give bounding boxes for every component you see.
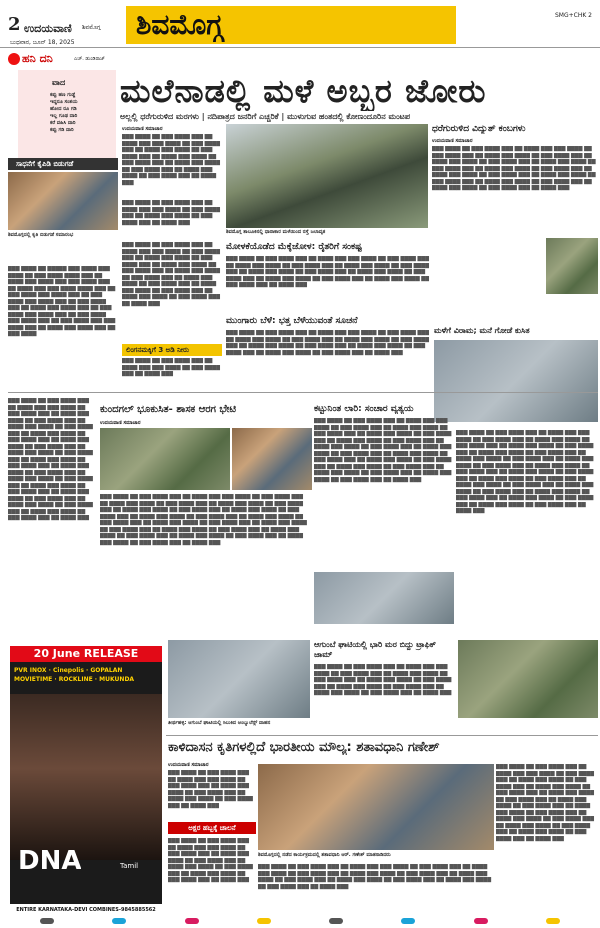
- crop-mark: [329, 918, 343, 924]
- poem-lines: [50, 92, 110, 134]
- lead-subhead: ಅಲ್ಲಲ್ಲಿ ಧರೆಗುರುಳಿದ ಮರಗಳು | ನದಿಪಾತ್ರದ ಜನರಿಗೆ ಎಚ್ಚರಿಕೆ | ಮುಳುಗುವ ಹಂತದಲ್ಲಿ ಕೋಣಂದೂರಿನ ಮಂಟಪ: [120, 112, 411, 121]
- movie-title: DNA: [18, 846, 82, 876]
- brand-label: PVR INOX: [14, 667, 47, 674]
- lead-photo-caption: ಶಿವಮೊಗ್ಗ ತಾಲೂಕಿನಲ್ಲಿ ಧಾರಾಕಾರ ಮಳೆಯಿಂದ ರಸ್ತೆ ಜಲಾವೃತ: [226, 229, 326, 235]
- brand-label: GOPALAN: [90, 667, 123, 674]
- story-title-rest: ಮಳೆಗೆ ವಿರಾಮ; ಮನೆ ಗೋಡೆ ಕುಸಿತ: [434, 326, 530, 335]
- story-heading: ಸಾಧನೆಗೆ ಕೈಪಿಡಿ ಬಿಡುಗಡೆ: [8, 158, 118, 170]
- crop-mark: [474, 918, 488, 924]
- story-title-fog: ಮೋಳಕೆಯೊಡೆದ ಮೆಕ್ಕೆಜೋಳ: ರೈತರಿಗೆ ಸಂಕಷ್ಟ: [226, 242, 362, 252]
- movie-language: Tamil: [120, 862, 139, 870]
- poem-line: ಕಪ್ಪು ಗಡಿ ದಾರಿ: [50, 127, 74, 133]
- crop-mark: [112, 918, 126, 924]
- right-story-body: ▇▇▇ ▇▇▇▇ ▇▇ ▇▇▇ ▇▇▇▇ ▇▇▇ ▇▇ ▇▇▇▇ ▇▇▇ ▇▇▇ ▇▇▇▇ ▇▇ ▇▇▇ ▇▇▇▇ ▇▇▇ ▇▇ ▇▇▇▇ ▇▇▇ ▇▇▇▇ ▇▇ ▇▇▇ ▇▇▇▇ ▇▇▇ ▇▇ ▇▇▇▇ ▇▇▇ ▇▇▇▇ ▇▇ ▇▇▇ ▇▇▇▇ ▇▇▇ ▇▇ ▇▇▇▇ ▇▇▇ ▇▇▇▇ ▇▇ ▇▇▇ ▇▇▇▇ ▇▇▇ ▇▇ ▇▇▇▇ ▇▇▇ ▇▇▇▇ ▇▇ ▇▇▇ ▇▇▇▇ ▇▇▇ ▇▇ ▇▇▇▇ ▇▇▇ ▇▇▇▇ ▇▇ ▇▇▇ ▇▇▇▇ ▇▇▇ ▇▇ ▇▇▇▇ ▇▇▇ ▇▇▇▇ ▇▇ ▇▇▇ ▇▇▇▇ ▇▇▇ ▇▇ ▇▇▇▇ ▇▇▇ ▇▇▇▇ ▇▇ ▇▇▇ ▇▇▇▇ ▇▇▇ ▇▇ ▇▇▇▇ ▇▇▇ ▇▇▇▇ ▇▇ ▇▇▇ ▇▇▇▇ ▇▇▇ ▇▇ ▇▇▇▇ ▇▇▇: [432, 146, 596, 191]
- dam-heading: ಲಿಂಗನಮಕ್ಕಿಗೆ 3 ಅಡಿ ನೀರು: [122, 344, 222, 356]
- crop-mark: [546, 918, 560, 924]
- poem-line: ಇದ್ದರೂ ಸಂಶಯ: [50, 99, 78, 105]
- issue-date: ಬುಧವಾರ, ಜೂನ್ 18, 2025: [10, 39, 75, 46]
- story-title-kundal: ಕುಂದಗಲ್ ಭೂಕುಸಿತ- ಶಾಸಕ ಆರಗ ಭೇಟಿ: [100, 404, 237, 415]
- byline: ಉದಯವಾಣಿ ಸಮಾಚಾರ: [432, 138, 473, 144]
- story-body: ▇▇▇ ▇▇▇▇ ▇▇ ▇▇▇ ▇▇▇▇ ▇▇▇ ▇▇ ▇▇▇▇ ▇▇▇ ▇▇▇ ▇▇▇▇ ▇▇ ▇▇▇ ▇▇▇▇ ▇▇▇ ▇▇ ▇▇▇▇ ▇▇▇ ▇▇▇▇ ▇▇ ▇▇▇ ▇▇▇▇ ▇▇▇ ▇▇ ▇▇▇▇ ▇▇▇ ▇▇▇▇ ▇▇ ▇▇▇ ▇▇▇▇ ▇▇▇ ▇▇ ▇▇▇▇ ▇▇▇ ▇▇▇▇ ▇▇ ▇▇▇ ▇▇▇▇ ▇▇▇ ▇▇ ▇▇▇▇ ▇▇▇ ▇▇▇▇ ▇▇ ▇▇▇ ▇▇▇▇ ▇▇▇ ▇▇ ▇▇▇▇ ▇▇▇ ▇▇▇▇ ▇▇ ▇▇▇ ▇▇▇▇ ▇▇▇ ▇▇ ▇▇▇▇ ▇▇▇ ▇▇▇▇ ▇▇ ▇▇▇ ▇▇▇▇ ▇▇▇ ▇▇ ▇▇▇▇ ▇▇▇ ▇▇▇▇ ▇▇ ▇▇▇ ▇▇▇▇ ▇▇▇ ▇▇ ▇▇▇▇ ▇▇▇ ▇▇▇▇ ▇▇ ▇▇▇ ▇▇▇▇ ▇▇▇ ▇▇ ▇▇▇▇ ▇▇▇ ▇▇▇▇ ▇▇ ▇▇▇ ▇▇▇▇ ▇▇▇ ▇▇ ▇▇▇▇ ▇▇▇ ▇▇▇▇ ▇▇ ▇▇▇ ▇▇▇▇ ▇▇▇ ▇▇ ▇▇▇▇ ▇▇▇: [314, 418, 452, 483]
- kundal-photo-2: [232, 428, 312, 490]
- story-body: ▇▇▇ ▇▇▇▇ ▇▇ ▇▇▇▇▇ ▇▇▇ ▇▇▇▇ ▇▇▇ ▇▇▇▇ ▇▇ ▇▇▇ ▇▇▇▇ ▇▇▇▇ ▇▇▇ ▇▇ ▇▇▇▇ ▇▇▇ ▇▇▇▇ ▇▇▇ ▇▇▇ ▇▇▇▇ ▇▇▇ ▇▇ ▇▇▇▇ ▇▇▇ ▇▇▇ ▇▇▇▇ ▇▇▇▇ ▇▇▇ ▇▇ ▇▇▇ ▇▇▇▇ ▇▇▇ ▇▇▇▇ ▇▇▇ ▇▇ ▇▇▇ ▇▇▇▇ ▇▇▇ ▇▇▇▇ ▇▇▇ ▇▇ ▇▇▇ ▇▇▇▇ ▇▇▇ ▇▇ ▇▇▇▇ ▇▇▇ ▇▇▇▇ ▇▇▇ ▇▇ ▇▇▇ ▇▇▇▇ ▇▇▇ ▇▇▇▇ ▇▇▇ ▇▇ ▇▇▇ ▇▇▇▇ ▇▇▇ ▇▇▇▇ ▇▇▇ ▇▇ ▇▇▇ ▇▇▇▇ ▇▇▇ ▇▇▇ ▇▇▇▇ ▇▇▇ ▇▇ ▇▇▇▇ ▇▇▇ ▇▇▇▇ ▇▇▇ ▇▇ ▇▇▇ ▇▇▇▇: [8, 266, 116, 337]
- story-body: ▇▇▇ ▇▇▇▇ ▇▇ ▇▇▇ ▇▇▇▇ ▇▇▇ ▇▇ ▇▇▇▇ ▇▇▇ ▇▇▇ ▇▇▇▇ ▇▇ ▇▇▇ ▇▇▇▇ ▇▇▇ ▇▇ ▇▇▇▇ ▇▇▇ ▇▇▇▇ ▇▇ ▇▇▇ ▇▇▇▇ ▇▇▇ ▇▇ ▇▇▇▇ ▇▇▇ ▇▇▇▇ ▇▇ ▇▇▇ ▇▇▇▇ ▇▇▇ ▇▇ ▇▇▇▇ ▇▇▇ ▇▇▇▇ ▇▇ ▇▇▇ ▇▇▇▇ ▇▇▇ ▇▇ ▇▇▇▇ ▇▇▇ ▇▇▇▇ ▇▇ ▇▇▇ ▇▇▇▇ ▇▇▇ ▇▇ ▇▇▇▇ ▇▇▇ ▇▇▇▇ ▇▇ ▇▇▇ ▇▇▇▇ ▇▇▇ ▇▇ ▇▇▇▇ ▇▇▇: [258, 864, 492, 890]
- kundal-photo: [100, 428, 230, 490]
- crop-mark: [401, 918, 415, 924]
- city-banner: ಶಿವಮೊಗ್ಗ: [126, 6, 456, 44]
- column-name: ಹನಿ ದನಿ: [22, 52, 53, 65]
- poster-image: [10, 694, 162, 860]
- story-body: ▇▇▇ ▇▇▇▇ ▇▇ ▇▇▇ ▇▇▇▇ ▇▇▇ ▇▇ ▇▇▇▇ ▇▇▇ ▇▇▇ ▇▇▇▇ ▇▇ ▇▇▇ ▇▇▇▇ ▇▇▇ ▇▇ ▇▇▇▇ ▇▇▇ ▇▇▇▇ ▇▇ ▇▇▇ ▇▇▇▇ ▇▇▇ ▇▇ ▇▇▇▇ ▇▇▇ ▇▇▇▇ ▇▇ ▇▇▇ ▇▇▇▇ ▇▇▇ ▇▇ ▇▇▇▇ ▇▇▇ ▇▇▇▇ ▇▇ ▇▇▇ ▇▇▇▇ ▇▇▇ ▇▇ ▇▇▇▇ ▇▇▇ ▇▇▇▇ ▇▇ ▇▇▇ ▇▇▇▇ ▇▇▇ ▇▇ ▇▇▇▇ ▇▇▇ ▇▇▇▇ ▇▇ ▇▇▇ ▇▇▇▇ ▇▇▇ ▇▇ ▇▇▇▇ ▇▇▇ ▇▇▇▇ ▇▇ ▇▇▇ ▇▇▇▇ ▇▇▇ ▇▇ ▇▇▇▇ ▇▇▇ ▇▇▇▇ ▇▇ ▇▇▇ ▇▇▇▇ ▇▇▇ ▇▇ ▇▇▇▇ ▇▇▇ ▇▇▇▇ ▇▇ ▇▇▇ ▇▇▇▇ ▇▇▇ ▇▇ ▇▇▇▇ ▇▇▇: [496, 764, 594, 842]
- poem-line: ಕಪ್ಪು ಹಣ ಗುಡ್ಡೆ: [50, 92, 76, 98]
- divider: [8, 392, 598, 393]
- paper-subtitle: ಶಿವಮೊಗ್ಗ: [82, 24, 101, 31]
- column-header: [8, 52, 116, 66]
- brand-label: Cinepolis: [53, 667, 84, 674]
- lead-body-2: ▇▇▇ ▇▇▇▇ ▇▇ ▇▇▇ ▇▇▇▇ ▇▇▇ ▇▇ ▇▇▇▇ ▇▇▇ ▇▇▇ ▇▇▇▇ ▇▇ ▇▇▇ ▇▇▇▇ ▇▇▇ ▇▇ ▇▇▇▇ ▇▇▇ ▇▇▇▇ ▇▇ ▇▇▇ ▇▇▇▇ ▇▇▇ ▇▇ ▇▇▇▇ ▇▇▇: [122, 200, 220, 226]
- lead-photo: [226, 124, 428, 228]
- poem-box: [18, 70, 116, 158]
- story-body: ▇▇▇ ▇▇▇▇ ▇▇ ▇▇▇ ▇▇▇▇ ▇▇▇ ▇▇ ▇▇▇▇ ▇▇▇ ▇▇▇ ▇▇▇▇ ▇▇ ▇▇▇ ▇▇▇▇ ▇▇▇ ▇▇ ▇▇▇▇ ▇▇▇ ▇▇▇▇ ▇▇ ▇▇▇ ▇▇▇▇ ▇▇▇ ▇▇ ▇▇▇▇ ▇▇▇ ▇▇▇▇ ▇▇ ▇▇▇ ▇▇▇▇ ▇▇▇ ▇▇ ▇▇▇▇ ▇▇▇ ▇▇▇▇ ▇▇ ▇▇▇ ▇▇▇▇ ▇▇▇ ▇▇ ▇▇▇▇ ▇▇▇ ▇▇▇▇ ▇▇ ▇▇▇ ▇▇▇▇ ▇▇▇ ▇▇ ▇▇▇▇ ▇▇▇ ▇▇▇▇ ▇▇ ▇▇▇ ▇▇▇▇ ▇▇▇ ▇▇ ▇▇▇▇ ▇▇▇ ▇▇▇▇ ▇▇ ▇▇▇ ▇▇▇▇ ▇▇▇ ▇▇ ▇▇▇▇ ▇▇▇ ▇▇▇▇ ▇▇ ▇▇▇ ▇▇▇▇ ▇▇▇ ▇▇ ▇▇▇▇ ▇▇▇ ▇▇▇▇ ▇▇ ▇▇▇ ▇▇▇▇ ▇▇▇ ▇▇ ▇▇▇▇ ▇▇▇ ▇▇▇▇ ▇▇ ▇▇▇ ▇▇▇▇ ▇▇▇ ▇▇ ▇▇▇▇ ▇▇▇ ▇▇▇▇ ▇▇ ▇▇▇ ▇▇▇▇ ▇▇▇ ▇▇ ▇▇▇▇ ▇▇▇ ▇▇▇▇ ▇▇ ▇▇▇ ▇▇▇▇ ▇▇▇ ▇▇ ▇▇▇▇ ▇▇▇ ▇▇▇▇ ▇▇ ▇▇▇ ▇▇▇▇ ▇▇▇ ▇▇ ▇▇▇▇ ▇▇▇: [100, 494, 307, 546]
- right-story-title: ಧರೆಗುರುಳಿದ ವಿದ್ಯುತ್ ಕಂಬಗಳು: [432, 124, 526, 134]
- ambulance-caption: ತೀರ್ಥಹಳ್ಳಿ: ಆಗುಂಬೆ ಘಾಟಿಯಲ್ಲಿ ಸಿಲುಕಿದ ಆಂಬ್ಯುಲೆನ್ಸ್ ವಾಹನ: [168, 720, 271, 726]
- honey-drop-icon: [8, 53, 20, 65]
- byline: ಉದಯವಾಣಿ ಸಮಾಚಾರ: [122, 126, 163, 132]
- brand-label: MUKUNDA: [99, 676, 135, 683]
- story-body: ▇▇▇ ▇▇▇▇ ▇▇ ▇▇▇ ▇▇▇▇ ▇▇▇ ▇▇ ▇▇▇▇ ▇▇▇ ▇▇▇ ▇▇▇▇ ▇▇ ▇▇▇ ▇▇▇▇ ▇▇▇ ▇▇ ▇▇▇▇ ▇▇▇ ▇▇▇▇ ▇▇ ▇▇▇ ▇▇▇▇ ▇▇▇ ▇▇ ▇▇▇▇ ▇▇▇ ▇▇▇▇ ▇▇ ▇▇▇ ▇▇▇▇ ▇▇▇ ▇▇ ▇▇▇▇ ▇▇▇ ▇▇▇▇ ▇▇ ▇▇▇ ▇▇▇▇ ▇▇▇ ▇▇ ▇▇▇▇ ▇▇▇ ▇▇▇▇ ▇▇ ▇▇▇ ▇▇▇▇ ▇▇▇ ▇▇ ▇▇▇▇ ▇▇▇ ▇▇▇▇ ▇▇ ▇▇▇ ▇▇▇▇ ▇▇▇ ▇▇ ▇▇▇▇ ▇▇▇ ▇▇▇▇ ▇▇ ▇▇▇ ▇▇▇▇ ▇▇▇ ▇▇ ▇▇▇▇ ▇▇▇: [226, 256, 429, 288]
- byline: ಉದಯವಾಣಿ ಸಮಾಚಾರ: [100, 420, 141, 426]
- akshara-heading: ಅಕ್ಷರ ಹಬ್ಬಕ್ಕೆ ಚಾಲನೆ: [168, 822, 256, 834]
- column-box: [8, 52, 116, 248]
- event-caption: ಶಿವಮೊಗ್ಗದಲ್ಲಿ ನಡೆದ ಕಾರ್ಯಕ್ರಮದಲ್ಲಿ ಶತಾವಧಾನಿ ಆರ್. ಗಣೇಶ್ ಮಾತನಾಡಿದರು: [258, 852, 391, 858]
- lead-body: ▇▇▇ ▇▇▇▇ ▇▇ ▇▇▇ ▇▇▇▇ ▇▇▇ ▇▇ ▇▇▇▇ ▇▇▇ ▇▇▇ ▇▇▇▇ ▇▇ ▇▇▇ ▇▇▇▇ ▇▇▇ ▇▇ ▇▇▇▇ ▇▇▇ ▇▇▇▇ ▇▇ ▇▇▇ ▇▇▇▇ ▇▇▇ ▇▇ ▇▇▇▇ ▇▇▇ ▇▇▇▇ ▇▇ ▇▇▇ ▇▇▇▇ ▇▇▇ ▇▇ ▇▇▇▇ ▇▇▇ ▇▇▇▇ ▇▇ ▇▇▇ ▇▇▇▇ ▇▇▇ ▇▇ ▇▇▇▇ ▇▇▇ ▇▇▇▇ ▇▇ ▇▇▇ ▇▇▇▇ ▇▇▇ ▇▇ ▇▇▇▇ ▇▇▇: [122, 134, 220, 186]
- ad-footer: ENTIRE KARNATAKA-DEVI COMBINES-9845885562: [10, 904, 162, 916]
- rest-photo: [434, 340, 598, 422]
- movie-ad: [10, 646, 162, 916]
- brief-column: ▇▇▇ ▇▇▇▇ ▇▇ ▇▇▇ ▇▇▇▇ ▇▇▇ ▇▇ ▇▇▇▇ ▇▇▇ ▇▇▇ ▇▇▇▇ ▇▇ ▇▇▇ ▇▇▇▇ ▇▇▇ ▇▇ ▇▇▇▇ ▇▇▇ ▇▇▇▇ ▇▇ ▇▇▇ ▇▇▇▇ ▇▇▇ ▇▇ ▇▇▇▇ ▇▇▇ ▇▇▇▇ ▇▇ ▇▇▇ ▇▇▇▇ ▇▇▇ ▇▇ ▇▇▇▇ ▇▇▇ ▇▇▇▇ ▇▇ ▇▇▇ ▇▇▇▇ ▇▇▇ ▇▇ ▇▇▇▇ ▇▇▇ ▇▇▇▇ ▇▇ ▇▇▇ ▇▇▇▇ ▇▇▇ ▇▇ ▇▇▇▇ ▇▇▇ ▇▇▇▇ ▇▇ ▇▇▇ ▇▇▇▇ ▇▇▇ ▇▇ ▇▇▇▇ ▇▇▇ ▇▇▇▇ ▇▇ ▇▇▇ ▇▇▇▇ ▇▇▇ ▇▇ ▇▇▇▇ ▇▇▇ ▇▇▇▇ ▇▇ ▇▇▇ ▇▇▇▇ ▇▇▇ ▇▇ ▇▇▇▇ ▇▇▇ ▇▇▇▇ ▇▇ ▇▇▇ ▇▇▇▇ ▇▇▇ ▇▇ ▇▇▇▇ ▇▇▇ ▇▇▇▇ ▇▇ ▇▇▇ ▇▇▇▇ ▇▇▇ ▇▇ ▇▇▇▇ ▇▇▇ ▇▇▇▇ ▇▇ ▇▇▇ ▇▇▇▇ ▇▇▇ ▇▇ ▇▇▇▇ ▇▇▇ ▇▇▇▇ ▇▇ ▇▇▇ ▇▇▇▇ ▇▇▇ ▇▇ ▇▇▇▇ ▇▇▇ ▇▇▇▇ ▇▇ ▇▇▇ ▇▇▇▇ ▇▇▇ ▇▇ ▇▇▇▇ ▇▇▇: [8, 398, 93, 521]
- right-photo: [546, 238, 598, 294]
- ad-brands: PVR INOX · Cinepolis · GOPALAN MOVIETIME · ROCKLINE · MUKUNDA: [14, 667, 135, 683]
- poem-title: ವಾದ: [52, 78, 66, 87]
- edition-tag: SMG+CHK 2: [554, 12, 592, 19]
- event-photo: [8, 172, 118, 230]
- lead-body-3: ▇▇▇ ▇▇▇▇ ▇▇ ▇▇▇ ▇▇▇▇ ▇▇▇ ▇▇ ▇▇▇▇ ▇▇▇ ▇▇▇ ▇▇▇▇ ▇▇ ▇▇▇ ▇▇▇▇ ▇▇▇ ▇▇ ▇▇▇▇ ▇▇▇ ▇▇▇▇ ▇▇ ▇▇▇ ▇▇▇▇ ▇▇▇ ▇▇ ▇▇▇▇ ▇▇▇ ▇▇▇▇ ▇▇ ▇▇▇ ▇▇▇▇ ▇▇▇ ▇▇ ▇▇▇▇ ▇▇▇ ▇▇▇▇ ▇▇ ▇▇▇ ▇▇▇▇ ▇▇▇ ▇▇ ▇▇▇▇ ▇▇▇ ▇▇▇▇ ▇▇ ▇▇▇ ▇▇▇▇ ▇▇▇ ▇▇ ▇▇▇▇ ▇▇▇ ▇▇▇▇ ▇▇ ▇▇▇ ▇▇▇▇ ▇▇▇ ▇▇ ▇▇▇▇ ▇▇▇ ▇▇▇▇ ▇▇ ▇▇▇ ▇▇▇▇ ▇▇▇ ▇▇ ▇▇▇▇ ▇▇▇: [122, 242, 220, 307]
- page-number: 2: [8, 14, 21, 35]
- crop-marks: [40, 918, 560, 926]
- event-photo: [258, 764, 494, 850]
- poem-line: ಹೋದ ರೂ ಗಡಿ: [50, 106, 77, 112]
- fallen-tree-photo: [458, 640, 598, 718]
- dam-body: ▇▇▇ ▇▇▇▇ ▇▇ ▇▇▇ ▇▇▇▇ ▇▇▇ ▇▇ ▇▇▇▇ ▇▇▇ ▇▇▇ ▇▇▇▇ ▇▇ ▇▇▇ ▇▇▇▇ ▇▇▇ ▇▇ ▇▇▇▇ ▇▇▇: [122, 358, 220, 377]
- story-body: ▇▇▇ ▇▇▇▇ ▇▇ ▇▇▇ ▇▇▇▇ ▇▇▇ ▇▇ ▇▇▇▇ ▇▇▇ ▇▇▇ ▇▇▇▇ ▇▇ ▇▇▇ ▇▇▇▇ ▇▇▇ ▇▇ ▇▇▇▇ ▇▇▇ ▇▇▇▇ ▇▇ ▇▇▇ ▇▇▇▇ ▇▇▇ ▇▇ ▇▇▇▇ ▇▇▇ ▇▇▇▇ ▇▇ ▇▇▇ ▇▇▇▇ ▇▇▇ ▇▇ ▇▇▇▇ ▇▇▇: [168, 770, 253, 809]
- poem-line: ಕರೆ ವಹಿಸಿ ದಾರಿ: [50, 120, 76, 126]
- byline: ಉದಯವಾಣಿ ಸಮಾಚಾರ: [168, 762, 209, 768]
- story-body: ▇▇▇ ▇▇▇▇ ▇▇ ▇▇▇ ▇▇▇▇ ▇▇▇ ▇▇ ▇▇▇▇ ▇▇▇ ▇▇▇ ▇▇▇▇ ▇▇ ▇▇▇ ▇▇▇▇ ▇▇▇ ▇▇ ▇▇▇▇ ▇▇▇ ▇▇▇▇ ▇▇ ▇▇▇ ▇▇▇▇ ▇▇▇ ▇▇ ▇▇▇▇ ▇▇▇ ▇▇▇▇ ▇▇ ▇▇▇ ▇▇▇▇ ▇▇▇ ▇▇ ▇▇▇▇ ▇▇▇ ▇▇▇▇ ▇▇ ▇▇▇ ▇▇▇▇ ▇▇▇ ▇▇ ▇▇▇▇ ▇▇▇ ▇▇▇▇ ▇▇ ▇▇▇ ▇▇▇▇ ▇▇▇ ▇▇ ▇▇▇▇ ▇▇▇ ▇▇▇▇ ▇▇ ▇▇▇ ▇▇▇▇ ▇▇▇ ▇▇ ▇▇▇▇ ▇▇▇ ▇▇▇▇ ▇▇ ▇▇▇ ▇▇▇▇ ▇▇▇ ▇▇ ▇▇▇▇ ▇▇▇ ▇▇▇▇ ▇▇ ▇▇▇ ▇▇▇▇ ▇▇▇ ▇▇ ▇▇▇▇ ▇▇▇ ▇▇▇▇ ▇▇ ▇▇▇ ▇▇▇▇ ▇▇▇ ▇▇ ▇▇▇▇ ▇▇▇ ▇▇▇▇ ▇▇ ▇▇▇ ▇▇▇▇ ▇▇▇ ▇▇ ▇▇▇▇ ▇▇▇ ▇▇▇▇ ▇▇ ▇▇▇ ▇▇▇▇ ▇▇▇ ▇▇ ▇▇▇▇ ▇▇▇ ▇▇▇▇ ▇▇ ▇▇▇ ▇▇▇▇ ▇▇▇ ▇▇ ▇▇▇▇ ▇▇▇ ▇▇▇▇ ▇▇ ▇▇▇ ▇▇▇▇ ▇▇▇ ▇▇ ▇▇▇▇ ▇▇▇ ▇▇▇▇ ▇▇ ▇▇▇ ▇▇▇▇ ▇▇▇ ▇▇ ▇▇▇▇ ▇▇▇: [456, 430, 594, 514]
- story-title-agumbe: ಆಗುಂಬೆ ಘಾಟಿಯಲ್ಲಿ ಭಾರಿ ಮರ ಬಿದ್ದು ಟ್ರಾಫಿಕ್ ಜಾಮ್: [314, 640, 436, 659]
- photo-caption: ಶಿವಮೊಗ್ಗದಲ್ಲಿ ಕೃತಿ ಬಿಡುಗಡೆ ಸಮಾರಂಭ: [8, 232, 74, 238]
- divider: [166, 735, 598, 736]
- brand-label: MOVIETIME: [14, 676, 53, 683]
- lorry-photo: [314, 572, 454, 624]
- poem-line: ಇಲ್ಲ ಗೂಢ ದಾರಿ: [50, 113, 78, 119]
- story-title-tree: ಕಟ್ಟುನಿಂತ ಲಾರಿ: ಸಂಚಾರ ವ್ಯತ್ಯಯ: [314, 404, 414, 414]
- story-body: ▇▇▇ ▇▇▇▇ ▇▇ ▇▇▇ ▇▇▇▇ ▇▇▇ ▇▇ ▇▇▇▇ ▇▇▇ ▇▇▇ ▇▇▇▇ ▇▇ ▇▇▇ ▇▇▇▇ ▇▇▇ ▇▇ ▇▇▇▇ ▇▇▇ ▇▇▇▇ ▇▇ ▇▇▇ ▇▇▇▇ ▇▇▇ ▇▇ ▇▇▇▇ ▇▇▇ ▇▇▇▇ ▇▇ ▇▇▇ ▇▇▇▇ ▇▇▇ ▇▇ ▇▇▇▇ ▇▇▇ ▇▇▇▇ ▇▇ ▇▇▇ ▇▇▇▇ ▇▇▇ ▇▇ ▇▇▇▇ ▇▇▇ ▇▇▇▇ ▇▇ ▇▇▇ ▇▇▇▇ ▇▇▇ ▇▇ ▇▇▇▇ ▇▇▇: [314, 664, 452, 696]
- crop-mark: [257, 918, 271, 924]
- column-author: ಎಚ್. ಡುಂಡಿರಾಜ್: [74, 56, 105, 62]
- story-body: ▇▇▇ ▇▇▇▇ ▇▇ ▇▇▇ ▇▇▇▇ ▇▇▇ ▇▇ ▇▇▇▇ ▇▇▇ ▇▇▇ ▇▇▇▇ ▇▇ ▇▇▇ ▇▇▇▇ ▇▇▇ ▇▇ ▇▇▇▇ ▇▇▇ ▇▇▇▇ ▇▇ ▇▇▇ ▇▇▇▇ ▇▇▇ ▇▇ ▇▇▇▇ ▇▇▇ ▇▇▇▇ ▇▇ ▇▇▇ ▇▇▇▇ ▇▇▇ ▇▇ ▇▇▇▇ ▇▇▇ ▇▇▇▇ ▇▇ ▇▇▇ ▇▇▇▇ ▇▇▇ ▇▇ ▇▇▇▇ ▇▇▇: [168, 838, 253, 883]
- release-date: 20 June RELEASE: [10, 646, 162, 662]
- crop-mark: [185, 918, 199, 924]
- lead-headline: ಮಲೆನಾಡಲ್ಲಿ ಮಳೆ ಅಬ್ಬರ ಜೋರು: [120, 72, 487, 110]
- story-title-kalidasa: ಕಾಳಿದಾಸನ ಕೃತಿಗಳಲ್ಲಿದೆ ಭಾರತೀಯ ಮೌಲ್ಯ: ಶತಾವಧಾನಿ ಗಣೇಶ್: [168, 740, 440, 755]
- ambulance-photo: [168, 640, 310, 718]
- crop-mark: [40, 918, 54, 924]
- story-body: ▇▇▇ ▇▇▇▇ ▇▇ ▇▇▇ ▇▇▇▇ ▇▇▇ ▇▇ ▇▇▇▇ ▇▇▇ ▇▇▇ ▇▇▇▇ ▇▇ ▇▇▇ ▇▇▇▇ ▇▇▇ ▇▇ ▇▇▇▇ ▇▇▇ ▇▇▇▇ ▇▇ ▇▇▇ ▇▇▇▇ ▇▇▇ ▇▇ ▇▇▇▇ ▇▇▇ ▇▇▇▇ ▇▇ ▇▇▇ ▇▇▇▇ ▇▇▇ ▇▇ ▇▇▇▇ ▇▇▇ ▇▇▇▇ ▇▇ ▇▇▇ ▇▇▇▇ ▇▇▇ ▇▇ ▇▇▇▇ ▇▇▇ ▇▇▇▇ ▇▇ ▇▇▇ ▇▇▇▇ ▇▇▇ ▇▇ ▇▇▇▇ ▇▇▇ ▇▇▇▇ ▇▇ ▇▇▇ ▇▇▇▇ ▇▇▇ ▇▇ ▇▇▇▇ ▇▇▇: [226, 330, 429, 356]
- paper-name: ಉದಯವಾಣಿ: [24, 22, 72, 35]
- brand-label: ROCKLINE: [58, 676, 93, 683]
- story-title-monsoon: ಮುಂಗಾರು ಬೆಳೆ: ಭತ್ತ ಬೆಳೆಯುವಂತೆ ಸೂಚನೆ: [226, 316, 358, 326]
- masthead: [0, 0, 600, 48]
